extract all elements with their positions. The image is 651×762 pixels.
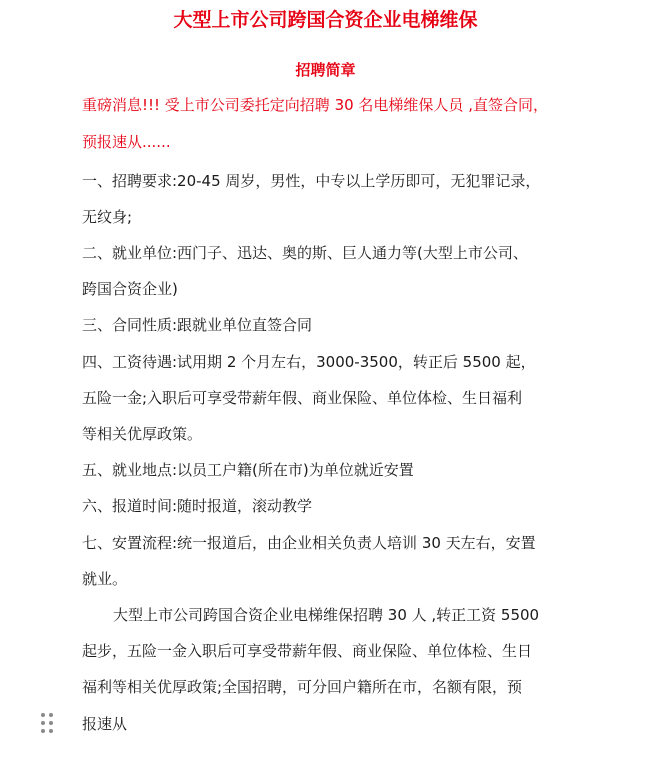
summary-line-2: 起步，五险一金入职后可享受带薪年假、商业保险、单位体检、生日 [82, 642, 533, 660]
summary-line-3: 福利等相关优厚政策;全国招聘，可分回户籍所在市，名额有限，预 [82, 678, 523, 696]
item-2-line-2: 跨国合资企业) [82, 280, 178, 298]
announcement-line-1: 重磅消息!!! 受上市公司委托定向招聘 30 名电梯维保人员 ,直签合同， [82, 96, 548, 114]
item-7-line-1: 七、安置流程:统一报道后，由企业相关负责人培训 30 天左右，安置 [82, 534, 536, 552]
summary-line-1: 大型上市公司跨国合资企业电梯维保招聘 30 人 ,转正工资 5500 [113, 606, 540, 624]
item-6-line-1: 六、报道时间:随时报道，滚动教学 [82, 497, 313, 515]
announcement-line-2: 预报速从...... [82, 133, 171, 151]
item-4-line-1: 四、工资待遇:试用期 2 个月左右，3000-3500，转正后 5500 起， [82, 353, 536, 371]
document-title: 大型上市公司跨国合资企业电梯维保 [173, 9, 478, 31]
item-3-line-1: 三、合同性质:跟就业单位直签合同 [82, 316, 313, 334]
item-5-line-1: 五、就业地点:以员工户籍(所在市)为单位就近安置 [82, 461, 414, 479]
document-subtitle: 招聘简章 [295, 61, 356, 79]
item-4-line-2: 五险一金;入职后可享受带薪年假、商业保险、单位体检、生日福利 [82, 389, 523, 407]
item-1-line-2: 无纹身; [82, 208, 133, 226]
drag-handle-icon[interactable] [40, 712, 54, 734]
item-4-line-3: 等相关优厚政策。 [82, 425, 203, 443]
item-2-line-1: 二、就业单位:西门子、迅达、奥的斯、巨人通力等(大型上市公司、 [82, 244, 528, 262]
summary-line-4: 报速从 [82, 715, 128, 733]
item-1-line-1: 一、招聘要求:20-45 周岁，男性，中专以上学历即可，无犯罪记录， [82, 172, 541, 190]
item-7-line-2: 就业。 [82, 570, 128, 588]
